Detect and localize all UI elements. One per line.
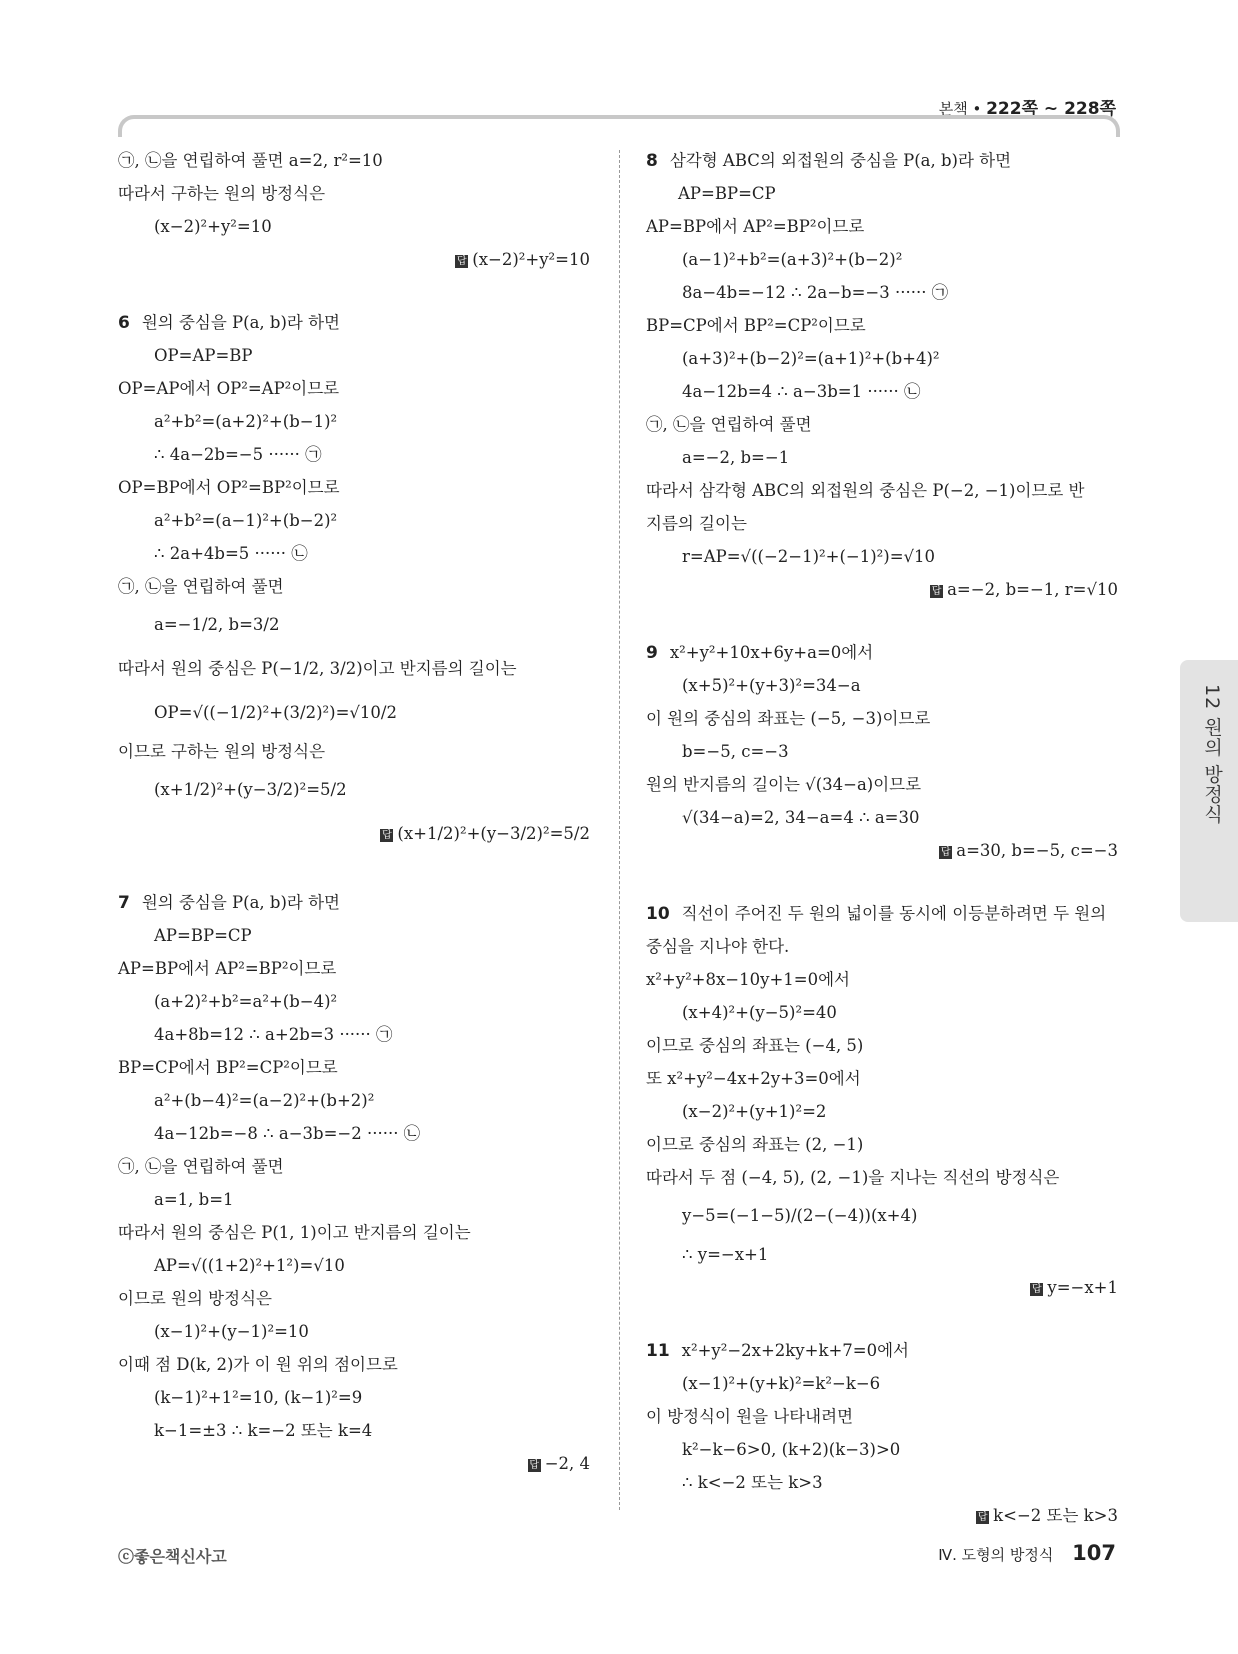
line-text: x²+y²−2x+2ky+k+7=0에서 [681, 1341, 909, 1360]
solution-line [118, 1348, 590, 1381]
solution-line [118, 1150, 590, 1183]
problem-heading [118, 886, 590, 919]
line-text: (x+1/2)²+(y−3/2)²=5/2 [397, 824, 590, 843]
solution-line [118, 537, 590, 570]
line-text: √(34−a)=2, 34−a=4 ∴ a=30 [682, 808, 920, 827]
solution-line [646, 309, 1118, 342]
problem-gap [118, 856, 590, 886]
solution-line [118, 691, 590, 735]
solution-line [646, 177, 1118, 210]
line-text: 8a−4b=−12 ∴ 2a−b=−3 ······ ㉠ [682, 283, 949, 302]
solution-line [646, 1238, 1118, 1271]
solution-line [646, 1029, 1118, 1062]
solution-line [646, 408, 1118, 441]
problem-heading [646, 636, 1118, 669]
solution-line [118, 1282, 590, 1315]
answer-mark-icon: 답 [931, 586, 942, 597]
solution-line [118, 144, 590, 177]
answer-mark-icon: 답 [940, 847, 951, 858]
line-text: (k−1)²+1²=10, (k−1)²=9 [154, 1388, 363, 1407]
line-text: b=−5, c=−3 [682, 742, 789, 761]
solution-line [646, 1161, 1118, 1194]
solution-line [646, 1062, 1118, 1095]
line-text: OP=BP에서 OP²=BP²이므로 [118, 478, 340, 497]
line-text: ㉠, ㉡을 연립하여 풀면 [118, 577, 284, 596]
problem-number: 7 [118, 893, 130, 913]
line-text: 지름의 길이는 [646, 514, 747, 533]
left-column [118, 144, 590, 1480]
line-text: AP=BP=CP [678, 184, 776, 203]
line-text: 원의 중심을 P(a, b)라 하면 [141, 893, 340, 912]
solution-line [646, 669, 1118, 702]
line-text: (x−2)²+y²=10 [472, 250, 590, 269]
line-text: (x+4)²+(y−5)²=40 [682, 1003, 837, 1022]
line-text: 따라서 원의 중심은 P(−1/2, 3/2)이고 반지름의 길이는 [118, 659, 517, 678]
line-text: (a+3)²+(b−2)²=(a+1)²+(b+4)² [682, 349, 940, 368]
line-text: 4a−12b=4 ∴ a−3b=1 ······ ㉡ [682, 382, 921, 401]
solution-line [118, 768, 590, 812]
line-text: BP=CP에서 BP²=CP²이므로 [118, 1058, 338, 1077]
solution-line [118, 952, 590, 985]
line-text: 이때 점 D(k, 2)가 이 원 위의 점이므로 [118, 1355, 398, 1374]
answer-mark-icon: 답 [456, 256, 467, 267]
line-text: 이 방정식이 원을 나타내려면 [646, 1407, 854, 1426]
answer-mark-icon: 답 [977, 1512, 988, 1523]
problem-heading [646, 897, 1118, 930]
problem-gap [646, 1304, 1118, 1334]
line-text: x²+y²+10x+6y+a=0에서 [669, 643, 874, 662]
solution-line [646, 963, 1118, 996]
solution-line [646, 540, 1118, 573]
solution-line [118, 1117, 590, 1150]
line-text: a=30, b=−5, c=−3 [956, 841, 1118, 860]
header-ref-prefix: 본책 • [938, 100, 982, 118]
solution-line [646, 276, 1118, 309]
solution-line [646, 702, 1118, 735]
line-text: 4a−12b=−8 ∴ a−3b=−2 ······ ㉡ [154, 1124, 421, 1143]
solution-line [646, 930, 1118, 963]
solution-line [118, 1051, 590, 1084]
line-text: −2, 4 [544, 1454, 590, 1473]
solution-line [118, 210, 590, 243]
line-text: 이므로 구하는 원의 방정식은 [118, 742, 326, 761]
problem-number: 11 [646, 1341, 670, 1361]
footer-chapter-title: Ⅳ. 도형의 방정식 [938, 1546, 1054, 1564]
answer-mark-icon: 답 [382, 830, 392, 841]
solution-line [118, 504, 590, 537]
line-text: r=AP=√((−2−1)²+(−1)²)=√10 [682, 547, 936, 566]
line-text: (x−2)²+(y+1)²=2 [682, 1102, 827, 1121]
chapter-side-tab[interactable] [1180, 660, 1238, 922]
solution-line [118, 1249, 590, 1282]
solution-line [118, 372, 590, 405]
problem-number: 10 [646, 904, 670, 924]
answer-mark-icon: 답 [529, 1460, 540, 1471]
line-text: OP=√((−1/2)²+(3/2)²)=√10/2 [154, 703, 397, 722]
solution-line [118, 1381, 590, 1414]
solution-line [118, 603, 590, 647]
line-text: (x−1)²+(y−1)²=10 [154, 1322, 309, 1341]
solution-line [646, 1194, 1118, 1238]
problem-heading [646, 144, 1118, 177]
line-text: a=1, b=1 [154, 1190, 234, 1209]
solution-line [118, 339, 590, 372]
solution-line [118, 570, 590, 603]
solution-line [646, 996, 1118, 1029]
line-text: (a+2)²+b²=a²+(b−4)² [154, 992, 338, 1011]
solution-line [118, 985, 590, 1018]
line-text: (x−2)²+y²=10 [154, 217, 272, 236]
column-divider [619, 150, 620, 1510]
solution-line [646, 1466, 1118, 1499]
line-text: a=−2, b=−1 [682, 448, 790, 467]
line-text: a²+(b−4)²=(a−2)²+(b+2)² [154, 1091, 375, 1110]
answer-line [646, 1499, 1118, 1532]
solution-line [646, 1400, 1118, 1433]
line-text: OP=AP=BP [154, 346, 253, 365]
solution-line [118, 405, 590, 438]
solution-line [118, 471, 590, 504]
solution-line [646, 441, 1118, 474]
line-text: AP=BP에서 AP²=BP²이므로 [646, 217, 865, 236]
solution-line [118, 177, 590, 210]
answer-line [646, 573, 1118, 606]
line-text: (x+5)²+(y+3)²=34−a [682, 676, 861, 695]
solution-line [646, 474, 1118, 507]
solution-line [118, 1018, 590, 1051]
line-text: y−5=(−1−5)/(2−(−4))(x+4) [682, 1206, 918, 1225]
line-text: BP=CP에서 BP²=CP²이므로 [646, 316, 866, 335]
line-text: ㉠, ㉡을 연립하여 풀면 [118, 1157, 284, 1176]
problem-gap [646, 606, 1118, 636]
line-text: 따라서 원의 중심은 P(1, 1)이고 반지름의 길이는 [118, 1223, 471, 1242]
solution-line [646, 507, 1118, 540]
solution-line [118, 1183, 590, 1216]
line-text: ∴ k<−2 또는 k>3 [682, 1473, 823, 1492]
line-text: ∴ 4a−2b=−5 ······ ㉠ [154, 445, 322, 464]
footer-chapter [938, 1541, 1116, 1565]
solution-line [646, 342, 1118, 375]
line-text: (x−1)²+(y+k)²=k²−k−6 [682, 1374, 881, 1393]
answer-line [646, 834, 1118, 867]
solution-line [646, 1367, 1118, 1400]
line-text: AP=BP=CP [154, 926, 252, 945]
problem-heading [646, 1334, 1118, 1367]
header-ref-pages: 222쪽 ~ 228쪽 [986, 99, 1116, 119]
line-text: AP=√((1+2)²+1²)=√10 [154, 1256, 345, 1275]
line-text: y=−x+1 [1047, 1278, 1118, 1297]
line-text: 이 원의 중심의 좌표는 (−5, −3)이므로 [646, 709, 931, 728]
solution-line [646, 1433, 1118, 1466]
answer-line [118, 812, 590, 856]
line-text: 이므로 중심의 좌표는 (−4, 5) [646, 1036, 864, 1055]
publisher-logo: ⓒ좋은책신사고 [118, 1547, 227, 1566]
solution-line [646, 1128, 1118, 1161]
line-text: 삼각형 ABC의 외접원의 중심을 P(a, b)라 하면 [669, 151, 1012, 170]
problem-number: 6 [118, 313, 130, 333]
answer-line [646, 1271, 1118, 1304]
line-text: ㉠, ㉡을 연립하여 풀면 a=2, r²=10 [118, 151, 383, 170]
line-text: 이므로 중심의 좌표는 (2, −1) [646, 1135, 864, 1154]
line-text: ∴ y=−x+1 [682, 1245, 769, 1264]
line-text: (a−1)²+b²=(a+3)²+(b−2)² [682, 250, 903, 269]
line-text: 중심을 지나야 한다. [646, 937, 790, 956]
line-text: k²−k−6>0, (k+2)(k−3)>0 [682, 1440, 901, 1459]
problem-gap [646, 867, 1118, 897]
solution-line [118, 1414, 590, 1447]
line-text: a²+b²=(a+2)²+(b−1)² [154, 412, 338, 431]
line-text: k<−2 또는 k>3 [993, 1506, 1118, 1525]
problem-number: 9 [646, 643, 658, 663]
chapter-side-tab-label: 12 원의 방정식 [1201, 684, 1223, 825]
solution-line [646, 768, 1118, 801]
line-text: 따라서 두 점 (−4, 5), (2, −1)을 지나는 직선의 방정식은 [646, 1168, 1060, 1187]
line-text: (x+1/2)²+(y−3/2)²=5/2 [154, 780, 347, 799]
solution-line [646, 735, 1118, 768]
line-text: 4a+8b=12 ∴ a+2b=3 ······ ㉠ [154, 1025, 393, 1044]
line-text: 따라서 삼각형 ABC의 외접원의 중심은 P(−2, −1)이므로 반 [646, 481, 1085, 500]
answer-line [118, 243, 590, 276]
solution-line [118, 438, 590, 471]
solution-line [646, 1095, 1118, 1128]
solution-line [118, 1084, 590, 1117]
solution-line [118, 735, 590, 768]
solution-line [118, 1315, 590, 1348]
problem-gap [118, 276, 590, 306]
solution-line [118, 1216, 590, 1249]
solution-line [646, 210, 1118, 243]
line-text: a=−2, b=−1, r=√10 [947, 580, 1118, 599]
line-text: 직선이 주어진 두 원의 넓이를 동시에 이등분하려면 두 원의 [681, 904, 1107, 923]
answer-line [118, 1447, 590, 1480]
line-text: a²+b²=(a−1)²+(b−2)² [154, 511, 338, 530]
answer-mark-icon: 답 [1032, 1284, 1042, 1295]
line-text: x²+y²+8x−10y+1=0에서 [646, 970, 850, 989]
right-column [646, 144, 1118, 1532]
solution-line [646, 375, 1118, 408]
line-text: 이므로 원의 방정식은 [118, 1289, 272, 1308]
problem-heading [118, 306, 590, 339]
solution-line [118, 647, 590, 691]
line-text: 원의 중심을 P(a, b)라 하면 [141, 313, 340, 332]
line-text: k−1=±3 ∴ k=−2 또는 k=4 [154, 1421, 373, 1440]
header-rule [118, 115, 1120, 137]
line-text: 또 x²+y²−4x+2y+3=0에서 [646, 1069, 861, 1088]
line-text: ㉠, ㉡을 연립하여 풀면 [646, 415, 812, 434]
page-number: 107 [1072, 1541, 1116, 1565]
problem-number: 8 [646, 151, 658, 171]
solution-line [118, 919, 590, 952]
line-text: OP=AP에서 OP²=AP²이므로 [118, 379, 340, 398]
solution-line [646, 243, 1118, 276]
line-text: ∴ 2a+4b=5 ······ ㉡ [154, 544, 308, 563]
line-text: a=−1/2, b=3/2 [154, 615, 280, 634]
line-text: 따라서 구하는 원의 방정식은 [118, 184, 326, 203]
solution-line [646, 801, 1118, 834]
line-text: AP=BP에서 AP²=BP²이므로 [118, 959, 337, 978]
line-text: 원의 반지름의 길이는 √(34−a)이므로 [646, 775, 922, 794]
